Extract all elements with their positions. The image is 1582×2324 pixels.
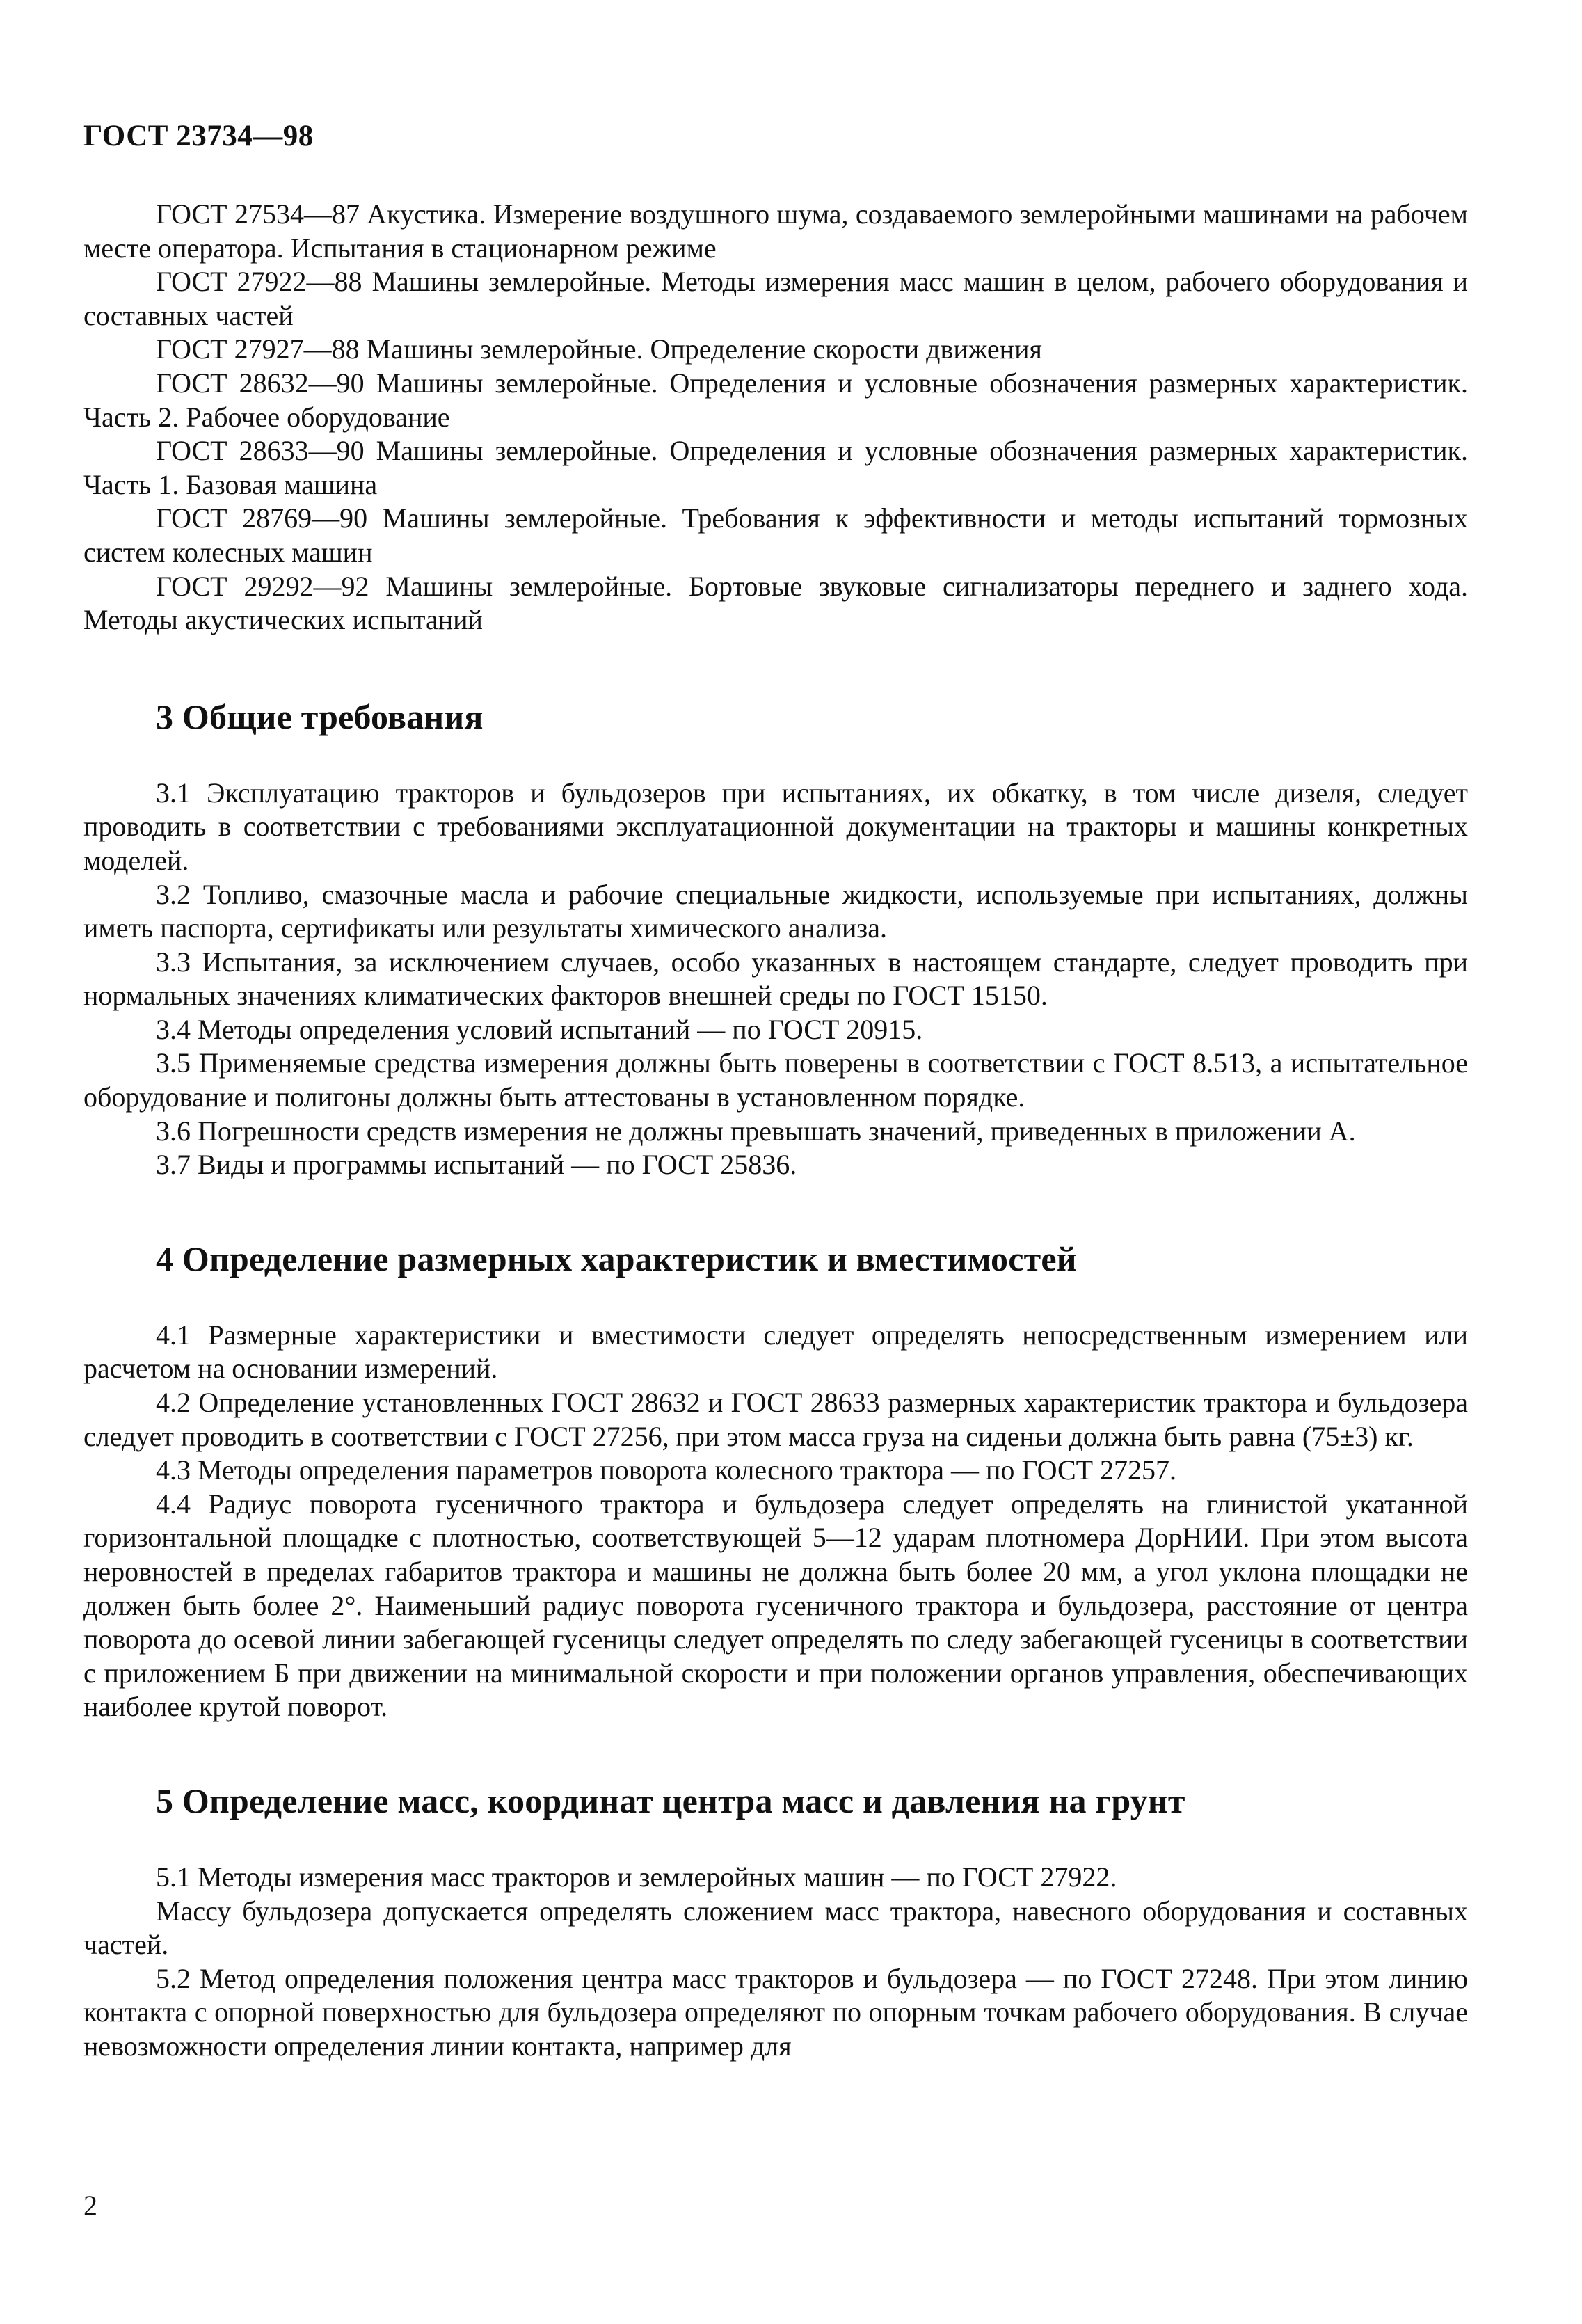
paragraph: 3.5 Применяемые средства измерения должны быть поверены в соответствии с ГОСТ 8.513, а испытательное оборудование и полигоны должны быть аттестованы в установленном порядке. <box>83 1047 1468 1113</box>
paragraph: 4.2 Определение установленных ГОСТ 28632 и ГОСТ 28633 размерных характеристик трактора и бульдозера следует проводить в соответствии с ГОСТ 27256, при этом масса груза на сиденьи должна быть равна (75±3) кг. <box>83 1387 1468 1452</box>
reference-entry: ГОСТ 27922—88 Машины землеройные. Методы измерения масс машин в целом, рабочего оборудования и составных частей <box>83 266 1468 331</box>
paragraph: 3.7 Виды и программы испытаний — по ГОСТ 25836. <box>156 1149 797 1181</box>
paragraph: 3.3 Испытания, за исключением случаев, особо указанных в настоящем стандарте, следует проводить при нормальных значениях климатических факторов внешней среды по ГОСТ 15150. <box>83 946 1468 1012</box>
paragraph: 5.2 Метод определения положения центра масс тракторов и бульдозера — по ГОСТ 27248. При этом линию контакта с опорной поверхностью для бульдозера определяют по опорным точкам рабочего оборудования. В случае невозможности определения линии контакта, например для <box>83 1962 1468 2062</box>
paragraph: 4.3 Методы определения параметров поворота колесного трактора — по ГОСТ 27257. <box>156 1454 1177 1486</box>
page-number: 2 <box>83 2190 97 2221</box>
section-heading: 4 Определение размерных характеристик и вместимостей <box>156 1239 1077 1278</box>
reference-entry: ГОСТ 28769—90 Машины землеройные. Требования к эффективности и методы испытаний тормозных систем колесных машин <box>83 502 1468 568</box>
reference-entry: ГОСТ 28632—90 Машины землеройные. Определения и условные обозначения размерных характеристик. Часть 2. Рабочее оборудование <box>83 367 1468 433</box>
reference-entry: ГОСТ 27534—87 Акустика. Измерение воздушного шума, создаваемого землеройными машинами на рабочем месте оператора. Испытания в стационарном режиме <box>83 198 1468 264</box>
section-general-requirements <box>83 696 1468 1182</box>
normative-references-list <box>83 198 1468 637</box>
paragraph: 3.1 Эксплуатацию тракторов и бульдозеров при испытаниях, их обкатку, в том числе дизеля, следует проводить в соответствии с требованиями эксплуатационной документации на тракторы и машины конкретных моделей. <box>83 777 1468 876</box>
section-heading: 5 Определение масс, координат центра масс и давления на грунт <box>156 1781 1185 1820</box>
document-page <box>83 118 1468 2064</box>
paragraph: Массу бульдозера допускается определять сложением масс трактора, навесного оборудования и составных частей. <box>83 1895 1468 1961</box>
paragraph: 3.6 Погрешности средств измерения не должны превышать значений, приведенных в приложении А. <box>156 1115 1356 1147</box>
paragraph: 3.2 Топливо, смазочные масла и рабочие специальные жидкости, используемые при испытаниях, должны иметь паспорта, сертификаты или результаты химического анализа. <box>83 878 1468 944</box>
paragraph: 3.4 Методы определения условий испытаний — по ГОСТ 20915. <box>156 1013 923 1045</box>
reference-entry: ГОСТ 28633—90 Машины землеройные. Определения и условные обозначения размерных характеристик. Часть 1. Базовая машина <box>83 435 1468 500</box>
section-heading: 3 Общие требования <box>156 697 484 736</box>
paragraph: 4.1 Размерные характеристики и вместимости следует определять непосредственным измерением или расчетом на основании измерений. <box>83 1319 1468 1385</box>
paragraph: 5.1 Методы измерения масс тракторов и землеройных машин — по ГОСТ 27922. <box>156 1861 1117 1893</box>
document-id-header: ГОСТ 23734—98 <box>83 120 314 152</box>
section-mass-determination <box>83 1780 1468 2064</box>
section-dimensional-characteristics <box>83 1238 1468 1724</box>
reference-entry: ГОСТ 27927—88 Машины землеройные. Определение скорости движения <box>156 333 1042 365</box>
reference-entry: ГОСТ 29292—92 Машины землеройные. Бортовые звуковые сигнализаторы переднего и заднего хода. Методы акустических испытаний <box>83 570 1468 636</box>
paragraph: 4.4 Радиус поворота гусеничного трактора и бульдозера следует определять на глинистой укатанной горизонтальной площадке с плотностью, соответствующей 5—12 ударам плотномера ДорНИИ. При этом высота неровностей в пределах габаритов трактора и машины не должна быть более 20 мм, а угол уклона площадки не должен быть более 2°. Наименьший радиус поворота гусеничного трактора и бульдозера, расстояние от центра поворота до осевой линии забегающей гусеницы следует определять по следу забегающей гусеницы в соответствии с приложением Б при движении на минимальной скорости и при положении органов управления, обеспечивающих наиболее крутой поворот. <box>83 1488 1468 1723</box>
